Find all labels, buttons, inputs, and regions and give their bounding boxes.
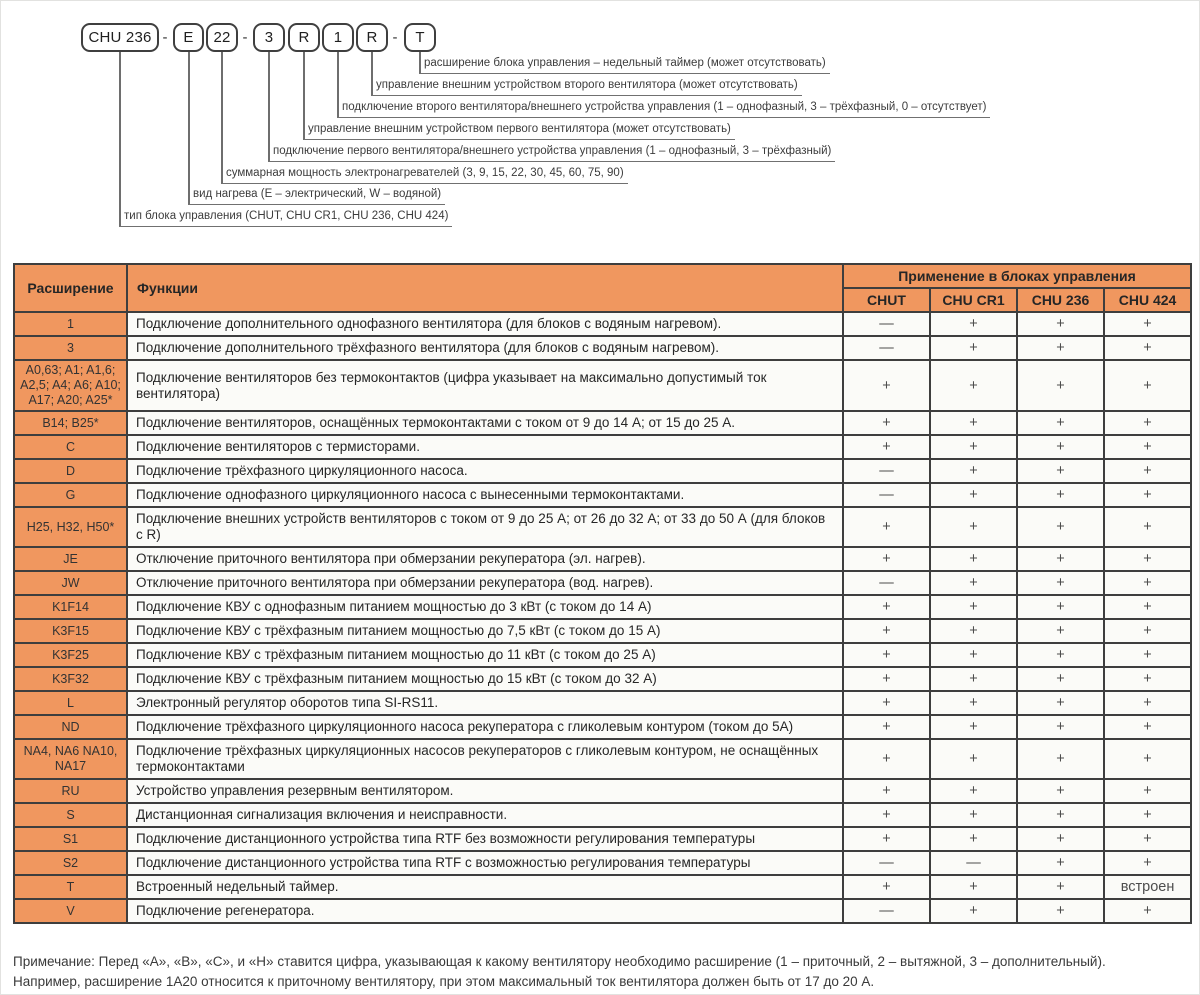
- code-box-ctrl2: R: [356, 23, 388, 52]
- table-row: [14, 667, 1191, 691]
- code-box-timer: T: [404, 23, 436, 52]
- function-description: Подключение вентиляторов без термоконтактов (цифра указывает на максимально допустимый ток вентилятора): [127, 360, 843, 411]
- extension-code: S1: [14, 827, 127, 851]
- col-header-chu424: CHU 424: [1104, 288, 1191, 312]
- applicability-cell: —: [843, 851, 930, 875]
- table-row: [14, 459, 1191, 483]
- code-box-heating: E: [173, 23, 204, 52]
- function-description: Подключение внешних устройств вентиляторов с током от 9 до 25 А; от 26 до 32 А; от 33 до 50 А (для блоков с R): [127, 507, 843, 547]
- annotation-ctrl2: управление внешним устройством второго вентилятора (может отсутствовать): [371, 77, 802, 96]
- table-row: [14, 827, 1191, 851]
- applicability-cell: +: [1017, 360, 1104, 411]
- extension-code: G: [14, 483, 127, 507]
- connector-line: [119, 52, 121, 226]
- applicability-cell: +: [930, 619, 1017, 643]
- applicability-cell: —: [843, 571, 930, 595]
- footnote-line-2: Например, расширение 1А20 относится к приточному вентилятору, при этом максимальный ток вентилятора должен быть от 17 до 20 А.: [13, 974, 875, 989]
- code-box-ctrl1: R: [288, 23, 320, 52]
- applicability-cell: +: [1017, 595, 1104, 619]
- table-row: [14, 336, 1191, 360]
- applicability-cell: +: [1104, 851, 1191, 875]
- function-description: Подключение дополнительного трёхфазного вентилятора (для блоков с водяным нагревом).: [127, 336, 843, 360]
- applicability-cell: +: [843, 715, 930, 739]
- function-description: Подключение дистанционного устройства типа RTF с возможностью регулирования температуры: [127, 851, 843, 875]
- applicability-cell: +: [1017, 411, 1104, 435]
- applicability-cell: +: [930, 667, 1017, 691]
- extension-code: K3F15: [14, 619, 127, 643]
- applicability-cell: +: [930, 643, 1017, 667]
- applicability-cell: —: [843, 336, 930, 360]
- applicability-cell: +: [1104, 827, 1191, 851]
- function-description: Подключение вентиляторов, оснащённых термоконтактами с током от 9 до 14 А; от 15 до 25 А.: [127, 411, 843, 435]
- table-row: [14, 643, 1191, 667]
- applicability-cell: +: [1104, 643, 1191, 667]
- applicability-cell: +: [843, 667, 930, 691]
- extension-code: C: [14, 435, 127, 459]
- extensions-table: [13, 263, 1192, 924]
- applicability-cell: +: [930, 336, 1017, 360]
- code-separator: -: [162, 29, 168, 46]
- table-row: [14, 507, 1191, 547]
- applicability-cell: +: [1104, 803, 1191, 827]
- applicability-cell: +: [1017, 435, 1104, 459]
- applicability-cell: +: [1104, 483, 1191, 507]
- extension-code: JE: [14, 547, 127, 571]
- col-header-chut: CHUT: [843, 288, 930, 312]
- table-row: [14, 547, 1191, 571]
- applicability-cell: —: [843, 483, 930, 507]
- extension-code: L: [14, 691, 127, 715]
- applicability-cell: +: [930, 827, 1017, 851]
- table-row: [14, 619, 1191, 643]
- applicability-cell: +: [1104, 571, 1191, 595]
- applicability-cell: +: [1104, 312, 1191, 336]
- applicability-cell: +: [843, 360, 930, 411]
- connector-line: [221, 52, 223, 183]
- col-header-functions: Функции: [127, 264, 843, 312]
- applicability-cell: +: [1017, 803, 1104, 827]
- annotation-heating-type: вид нагрева (Е – электрический, W – водяной): [188, 186, 445, 205]
- applicability-cell: +: [930, 411, 1017, 435]
- applicability-cell: +: [1104, 411, 1191, 435]
- extension-code: S2: [14, 851, 127, 875]
- applicability-cell: +: [930, 483, 1017, 507]
- table-row: [14, 435, 1191, 459]
- applicability-cell: +: [1017, 547, 1104, 571]
- table-row: [14, 691, 1191, 715]
- applicability-cell: +: [1017, 643, 1104, 667]
- extension-code: ND: [14, 715, 127, 739]
- annotation-fan2: подключение второго вентилятора/внешнего устройства управления (1 – однофазный, 3 – трёхфазный, 0 – отсутствует): [337, 99, 990, 118]
- applicability-cell: +: [1017, 459, 1104, 483]
- applicability-cell: +: [843, 643, 930, 667]
- applicability-cell: +: [1104, 360, 1191, 411]
- annotation-unit-type: тип блока управления (CHUT, CHU CR1, CHU 236, CHU 424): [119, 208, 452, 227]
- applicability-cell: +: [1104, 547, 1191, 571]
- applicability-cell: +: [1017, 667, 1104, 691]
- applicability-cell: +: [1104, 667, 1191, 691]
- extension-code: K1F14: [14, 595, 127, 619]
- applicability-cell: +: [930, 312, 1017, 336]
- code-box-type: CHU 236: [81, 23, 159, 52]
- applicability-cell: +: [1104, 507, 1191, 547]
- applicability-cell: +: [1017, 715, 1104, 739]
- table-row: [14, 803, 1191, 827]
- applicability-cell: +: [1017, 691, 1104, 715]
- extension-code: 3: [14, 336, 127, 360]
- code-separator: -: [242, 29, 248, 46]
- table-row: [14, 875, 1191, 899]
- applicability-cell: —: [843, 459, 930, 483]
- function-description: Подключение трёхфазного циркуляционного насоса рекуператора с гликолевым контуром (током до 5А): [127, 715, 843, 739]
- applicability-cell: +: [843, 411, 930, 435]
- annotation-heater-power: суммарная мощность электронагревателей (3, 9, 15, 22, 30, 45, 60, 75, 90): [221, 165, 628, 184]
- applicability-cell: +: [930, 691, 1017, 715]
- code-box-fan1: 3: [253, 23, 285, 52]
- function-description: Встроенный недельный таймер.: [127, 875, 843, 899]
- applicability-cell: +: [1017, 336, 1104, 360]
- extension-code: S: [14, 803, 127, 827]
- table-row: [14, 571, 1191, 595]
- applicability-cell: +: [1104, 336, 1191, 360]
- applicability-cell: +: [1104, 691, 1191, 715]
- function-description: Дистанционная сигнализация включения и неисправности.: [127, 803, 843, 827]
- applicability-cell: +: [1104, 459, 1191, 483]
- applicability-cell: —: [843, 899, 930, 923]
- applicability-cell: +: [1104, 619, 1191, 643]
- function-description: Подключение трёхфазного циркуляционного насоса.: [127, 459, 843, 483]
- table-row: [14, 851, 1191, 875]
- applicability-cell: +: [1017, 779, 1104, 803]
- table-row: [14, 312, 1191, 336]
- extension-code: 1: [14, 312, 127, 336]
- annotation-timer: расширение блока управления – недельный таймер (может отсутствовать): [419, 55, 830, 74]
- function-description: Отключение приточного вентилятора при обмерзании рекуператора (вод. нагрев).: [127, 571, 843, 595]
- header-row-1: [14, 264, 1191, 288]
- applicability-cell: встроен: [1104, 875, 1191, 899]
- code-box-fan2: 1: [322, 23, 354, 52]
- applicability-cell: +: [930, 803, 1017, 827]
- applicability-cell: +: [843, 739, 930, 779]
- extension-code: T: [14, 875, 127, 899]
- applicability-cell: +: [843, 691, 930, 715]
- applicability-cell: +: [1104, 435, 1191, 459]
- col-header-extension: Расширение: [14, 264, 127, 312]
- table-row: [14, 411, 1191, 435]
- applicability-cell: +: [843, 827, 930, 851]
- extension-code: A0,63; A1; A1,6; A2,5; A4; A6; A10; A17; A20; A25*: [14, 360, 127, 411]
- function-description: Электронный регулятор оборотов типа SI-RS11.: [127, 691, 843, 715]
- applicability-cell: +: [843, 547, 930, 571]
- applicability-cell: +: [1104, 739, 1191, 779]
- annotation-ctrl1: управление внешним устройством первого вентилятора (может отсутствовать): [303, 121, 735, 140]
- applicability-cell: +: [1017, 619, 1104, 643]
- extension-code: V: [14, 899, 127, 923]
- applicability-cell: +: [843, 595, 930, 619]
- function-description: Подключение КВУ с трёхфазным питанием мощностью до 15 кВт (с током до 32 А): [127, 667, 843, 691]
- code-separator: -: [392, 29, 398, 46]
- table-row: [14, 779, 1191, 803]
- connector-line: [188, 52, 190, 204]
- applicability-cell: +: [1017, 571, 1104, 595]
- applicability-cell: +: [1017, 851, 1104, 875]
- applicability-cell: +: [1017, 875, 1104, 899]
- applicability-cell: +: [930, 739, 1017, 779]
- applicability-cell: +: [1017, 507, 1104, 547]
- applicability-cell: +: [1017, 483, 1104, 507]
- applicability-cell: +: [930, 435, 1017, 459]
- applicability-cell: +: [1104, 899, 1191, 923]
- code-box-power: 22: [206, 23, 238, 52]
- applicability-cell: +: [843, 619, 930, 643]
- applicability-cell: +: [1104, 715, 1191, 739]
- annotation-fan1: подключение первого вентилятора/внешнего устройства управления (1 – однофазный, 3 – трёхфазный): [268, 143, 835, 162]
- function-description: Подключение дистанционного устройства типа RTF без возможности регулирования температуры: [127, 827, 843, 851]
- applicability-cell: +: [930, 571, 1017, 595]
- footnote-line-1: Примечание: Перед «А», «В», «С», и «Н» ставится цифра, указывающая к какому вентилятору необходимо расширение (1 – приточный, 2 – вытяжной, 3 – дополнительный).: [13, 954, 1106, 969]
- extension-code: B14; B25*: [14, 411, 127, 435]
- table-row: [14, 899, 1191, 923]
- extension-code: K3F32: [14, 667, 127, 691]
- applicability-cell: +: [1017, 312, 1104, 336]
- applicability-cell: +: [1104, 595, 1191, 619]
- applicability-cell: +: [930, 507, 1017, 547]
- applicability-cell: +: [930, 360, 1017, 411]
- col-header-chu236: CHU 236: [1017, 288, 1104, 312]
- function-description: Подключение однофазного циркуляционного насоса с вынесенными термоконтактами.: [127, 483, 843, 507]
- col-header-chucr1: CHU CR1: [930, 288, 1017, 312]
- extension-code: NA4, NA6 NA10, NA17: [14, 739, 127, 779]
- applicability-cell: +: [843, 803, 930, 827]
- applicability-cell: +: [930, 547, 1017, 571]
- extension-code: D: [14, 459, 127, 483]
- applicability-cell: +: [930, 875, 1017, 899]
- table-row: [14, 739, 1191, 779]
- extension-code: RU: [14, 779, 127, 803]
- function-description: Подключение КВУ с трёхфазным питанием мощностью до 11 кВт (с током до 25 А): [127, 643, 843, 667]
- table-row: [14, 483, 1191, 507]
- function-description: Подключение регенератора.: [127, 899, 843, 923]
- applicability-cell: +: [1017, 739, 1104, 779]
- applicability-cell: +: [930, 595, 1017, 619]
- extension-code: H25, H32, H50*: [14, 507, 127, 547]
- applicability-cell: +: [930, 715, 1017, 739]
- function-description: Подключение вентиляторов с термисторами.: [127, 435, 843, 459]
- extension-code: K3F25: [14, 643, 127, 667]
- table-row: [14, 715, 1191, 739]
- function-description: Подключение КВУ с трёхфазным питанием мощностью до 7,5 кВт (с током до 15 А): [127, 619, 843, 643]
- applicability-cell: —: [930, 851, 1017, 875]
- applicability-cell: +: [843, 875, 930, 899]
- applicability-cell: +: [1104, 779, 1191, 803]
- col-header-application: Применение в блоках управления: [843, 264, 1191, 288]
- function-description: Подключение дополнительного однофазного вентилятора (для блоков с водяным нагревом).: [127, 312, 843, 336]
- applicability-cell: —: [843, 312, 930, 336]
- extension-code: JW: [14, 571, 127, 595]
- table-row: [14, 595, 1191, 619]
- table-body: [14, 312, 1191, 923]
- function-description: Подключение трёхфазных циркуляционных насосов рекуператоров с гликолевым контуром, не оснащённых термоконтактами: [127, 739, 843, 779]
- applicability-cell: +: [843, 779, 930, 803]
- function-description: Устройство управления резервным вентилятором.: [127, 779, 843, 803]
- applicability-cell: +: [1017, 827, 1104, 851]
- function-description: Подключение КВУ с однофазным питанием мощностью до 3 кВт (с током до 14 А): [127, 595, 843, 619]
- applicability-cell: +: [930, 779, 1017, 803]
- applicability-cell: +: [1017, 899, 1104, 923]
- applicability-cell: +: [930, 459, 1017, 483]
- table-row: [14, 360, 1191, 411]
- applicability-cell: +: [930, 899, 1017, 923]
- applicability-cell: +: [843, 435, 930, 459]
- function-description: Отключение приточного вентилятора при обмерзании рекуператора (эл. нагрев).: [127, 547, 843, 571]
- applicability-cell: +: [843, 507, 930, 547]
